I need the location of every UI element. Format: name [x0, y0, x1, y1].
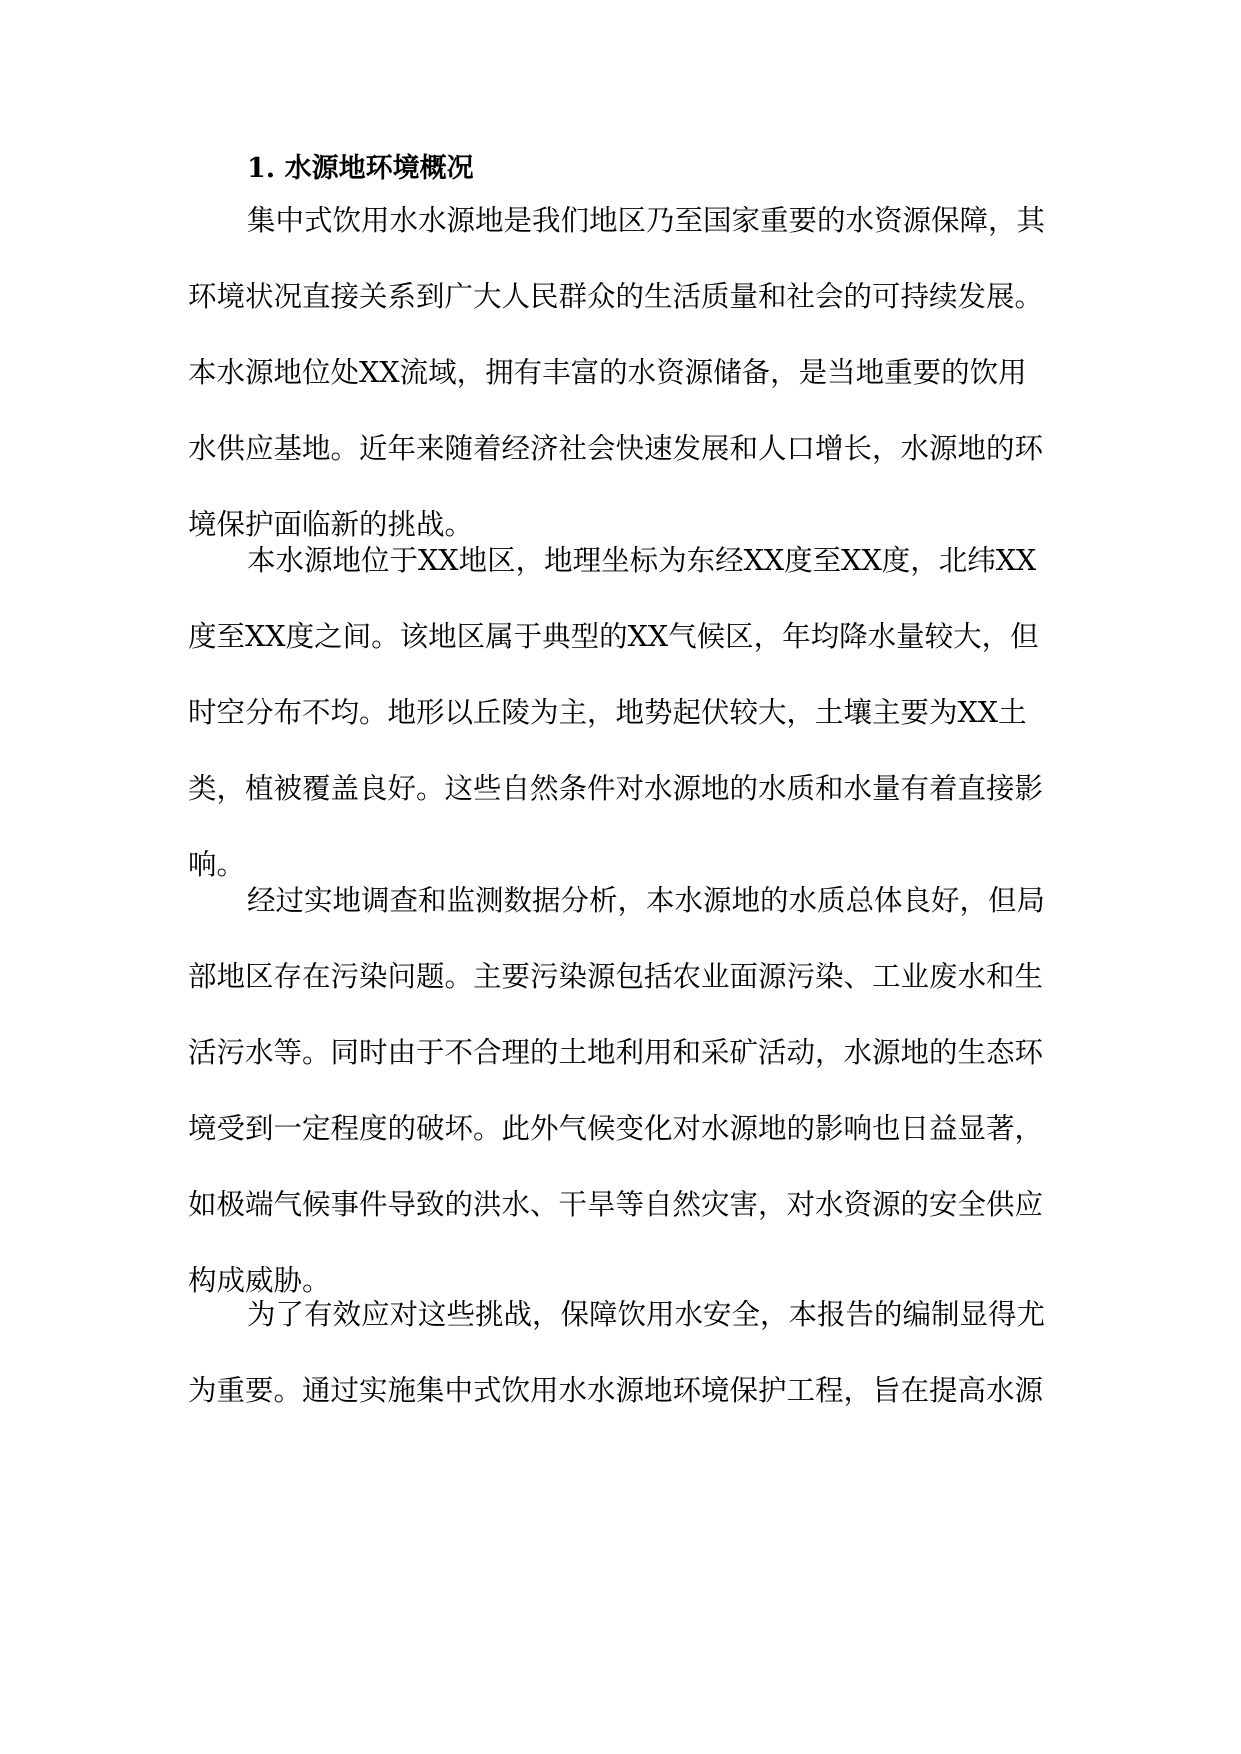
- paragraph-line: 类，植被覆盖良好。这些自然条件对水源地的水质和水量有着直接影: [188, 772, 1044, 805]
- paragraph-line: 时空分布不均。地形以丘陵为主，地势起伏较大，土壤主要为XX土: [188, 696, 1027, 729]
- paragraph-purpose: [188, 1277, 1068, 1429]
- paragraph-line: 响。: [188, 848, 246, 881]
- section-heading: 1. 水源地环境概况: [247, 153, 474, 184]
- paragraph-line: 境保护面临新的挑战。: [188, 508, 474, 541]
- paragraph-location: [188, 523, 1068, 903]
- paragraph-line: 集中式饮用水水源地是我们地区乃至国家重要的水资源保障，其: [247, 204, 1046, 237]
- paragraph-line: 本水源地位处XX流域，拥有丰富的水资源储备，是当地重要的饮用: [188, 356, 1027, 389]
- paragraph-line: 为重要。通过实施集中式饮用水水源地环境保护工程，旨在提高水源: [188, 1374, 1044, 1407]
- paragraph-line: 部地区存在污染问题。主要污染源包括农业面源污染、工业废水和生: [188, 960, 1044, 993]
- paragraph-overview: [188, 183, 1068, 563]
- paragraph-line: 环境状况直接关系到广大人民群众的生活质量和社会的可持续发展。: [188, 280, 1044, 313]
- paragraph-line: 水供应基地。近年来随着经济社会快速发展和人口增长，水源地的环: [188, 432, 1044, 465]
- paragraph-line: 构成威胁。: [188, 1264, 331, 1297]
- paragraph-line: 如极端气候事件导致的洪水、干旱等自然灾害，对水资源的安全供应: [188, 1188, 1044, 1221]
- paragraph-water-quality: [188, 863, 1068, 1319]
- paragraph-line: 为了有效应对这些挑战，保障饮用水安全，本报告的编制显得尤: [247, 1298, 1046, 1331]
- paragraph-line: 本水源地位于XX地区，地理坐标为东经XX度至XX度，北纬XX: [247, 544, 1037, 577]
- paragraph-line: 境受到一定程度的破坏。此外气候变化对水源地的影响也日益显著，: [188, 1112, 1044, 1145]
- paragraph-line: 度至XX度之间。该地区属于典型的XX气候区，年均降水量较大，但: [188, 620, 1039, 653]
- paragraph-line: 经过实地调查和监测数据分析，本水源地的水质总体良好，但局: [247, 884, 1046, 917]
- paragraph-line: 活污水等。同时由于不合理的土地利用和采矿活动，水源地的生态环: [188, 1036, 1044, 1069]
